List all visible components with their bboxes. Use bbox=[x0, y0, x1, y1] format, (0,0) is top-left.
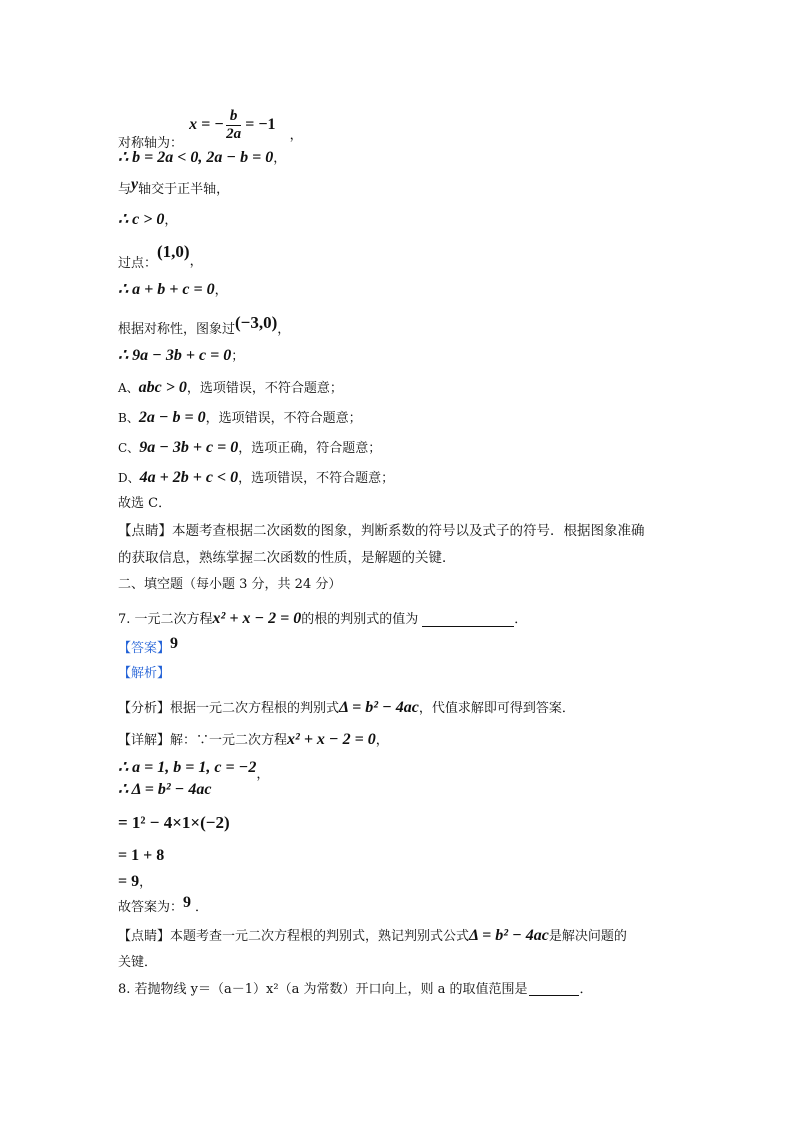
detail-delta bbox=[118, 782, 211, 798]
symmetry-axis-line bbox=[118, 108, 303, 151]
symmetry-formula-right: = −1 bbox=[245, 115, 276, 133]
detail-pre: 【详解】解：∵一元二次方程 bbox=[118, 733, 288, 748]
q8-end: ． bbox=[579, 982, 593, 997]
final-answer-value: 9 bbox=[183, 894, 192, 911]
symmetry-point-text: 根据对称性，图象过 bbox=[118, 322, 236, 337]
c-positive-formula: ∴ c > 0 bbox=[118, 211, 165, 228]
analysis-line bbox=[118, 700, 575, 716]
remark-2-pre: 【点睛】本题考查一元二次方程根的判别式，熟记判别式公式 bbox=[118, 929, 470, 944]
q7-equation: x² + x − 2 = 0 bbox=[212, 610, 302, 627]
fraction-numerator: b bbox=[226, 108, 241, 126]
coefficients-tail: ， bbox=[256, 767, 270, 782]
line-pass-point bbox=[118, 242, 203, 271]
symmetry-label: 对称轴为： bbox=[118, 135, 184, 151]
option-formula: 9a − 3b + c = 0 bbox=[139, 439, 239, 456]
q8-blank bbox=[529, 994, 579, 996]
y-axis-post: 轴交于正半轴， bbox=[138, 182, 230, 197]
answer-label: 【答案】 bbox=[118, 641, 171, 656]
answer-line bbox=[118, 635, 179, 656]
substitute-formula: = 1² − 4×1×(−2) bbox=[118, 813, 230, 832]
option-d bbox=[118, 470, 394, 486]
detail-equation: x² + x − 2 = 0 bbox=[287, 731, 376, 748]
remark-2-formula: Δ = b² − 4ac bbox=[469, 927, 549, 944]
q7-pre: 7. 一元二次方程 bbox=[118, 612, 213, 627]
coefficients-formula: ∴ a = 1, b = 1, c = −2 bbox=[118, 759, 257, 776]
q7-end: ． bbox=[514, 612, 528, 627]
final-answer-tail: ． bbox=[195, 900, 209, 915]
nine-a-formula: ∴ 9a − 3b + c = 0 bbox=[118, 347, 232, 364]
option-formula: 4a + 2b + c < 0 bbox=[139, 469, 239, 486]
remark-1-line-2: 的获取信息，熟练掌握二次函数的性质，是解题的关键． bbox=[118, 550, 456, 566]
b-relation-tail: ， bbox=[273, 151, 287, 166]
option-a bbox=[118, 380, 343, 396]
option-key: A、 bbox=[118, 381, 139, 395]
detail-line bbox=[118, 732, 389, 748]
option-text: ，选项正确，符合题意； bbox=[238, 441, 382, 456]
q8-text: 8. 若抛物线 y＝（a－1）x²（a 为常数）开口向上，则 a 的取值范围是 bbox=[118, 982, 528, 997]
symmetry-fraction bbox=[226, 108, 241, 143]
detail-sum bbox=[118, 848, 164, 864]
line-b-relation bbox=[118, 150, 286, 166]
line-9a bbox=[118, 348, 244, 364]
section-title: 二、填空题（每小题 3 分，共 24 分） bbox=[118, 577, 342, 592]
nine-a-tail: ； bbox=[231, 349, 245, 364]
remark-1-line-1: 【点睛】本题考查根据二次函数的图象，判断系数的符号以及式子的符号．根据图象准确 bbox=[118, 523, 645, 539]
option-b bbox=[118, 410, 362, 426]
fraction-denominator: 2a bbox=[226, 125, 242, 142]
line-y-axis bbox=[118, 176, 230, 197]
final-answer bbox=[118, 894, 209, 915]
option-formula: 2a − b = 0 bbox=[138, 409, 206, 426]
symmetry-formula-left: x = − bbox=[189, 115, 224, 133]
remark-2-line-1 bbox=[118, 928, 627, 944]
option-key: C、 bbox=[118, 441, 140, 455]
detail-coefficients bbox=[118, 759, 270, 782]
question-7 bbox=[118, 611, 527, 627]
line-c-positive bbox=[118, 212, 177, 228]
result-tail: ， bbox=[139, 875, 153, 890]
question-8 bbox=[118, 983, 593, 996]
q7-post: 的根的判别式的值为 bbox=[301, 612, 419, 627]
option-text: ，选项错误，不符合题意； bbox=[205, 411, 362, 426]
sum-zero-formula: ∴ a + b + c = 0 bbox=[118, 281, 215, 298]
option-c bbox=[118, 440, 381, 456]
y-axis-var: y bbox=[131, 176, 139, 193]
final-answer-pre: 故答案为： bbox=[118, 900, 184, 915]
detail-result bbox=[118, 874, 152, 890]
option-formula: abc > 0 bbox=[138, 379, 187, 396]
pass-point-label: 过点： bbox=[118, 256, 158, 271]
answer-value: 9 bbox=[170, 635, 179, 652]
b-relation-formula: ∴ b = 2a < 0, 2a − b = 0 bbox=[118, 149, 274, 166]
detail-substitute bbox=[118, 814, 230, 831]
symmetry-tail: ， bbox=[289, 127, 303, 143]
symmetry-point-tail: ， bbox=[277, 322, 291, 337]
analysis-post: ，代值求解即可得到答案． bbox=[418, 701, 575, 716]
delta-formula: ∴ Δ = b² − 4ac bbox=[118, 781, 212, 798]
line-symmetry-point bbox=[118, 313, 291, 337]
option-key: B、 bbox=[118, 411, 139, 425]
remark-2-line-2: 关键． bbox=[118, 955, 158, 970]
sum-zero-tail: ， bbox=[214, 283, 228, 298]
option-text: ，选项错误，不符合题意； bbox=[238, 471, 395, 486]
c-positive-tail: ， bbox=[164, 213, 178, 228]
choose-answer: 故选 C． bbox=[118, 496, 172, 511]
y-axis-pre: 与 bbox=[118, 182, 132, 197]
result-formula: = 9 bbox=[118, 873, 140, 890]
q7-blank bbox=[422, 625, 514, 627]
sum-formula: = 1 + 8 bbox=[118, 847, 165, 864]
symmetry-point-formula: (−3,0) bbox=[235, 313, 278, 332]
pass-point-formula: (1,0) bbox=[157, 242, 190, 261]
detail-tail: ， bbox=[375, 733, 389, 748]
line-sum-zero bbox=[118, 282, 228, 298]
analysis-pre: 【分析】根据一元二次方程根的判别式 bbox=[118, 701, 340, 716]
analysis-formula: Δ = b² − 4ac bbox=[339, 699, 419, 716]
option-key: D、 bbox=[118, 471, 140, 485]
pass-point-tail: ， bbox=[189, 254, 203, 269]
analysis-label: 【解析】 bbox=[118, 666, 171, 681]
option-text: ，选项错误，不符合题意； bbox=[186, 381, 343, 396]
remark-2-post: 是解决问题的 bbox=[548, 929, 627, 944]
